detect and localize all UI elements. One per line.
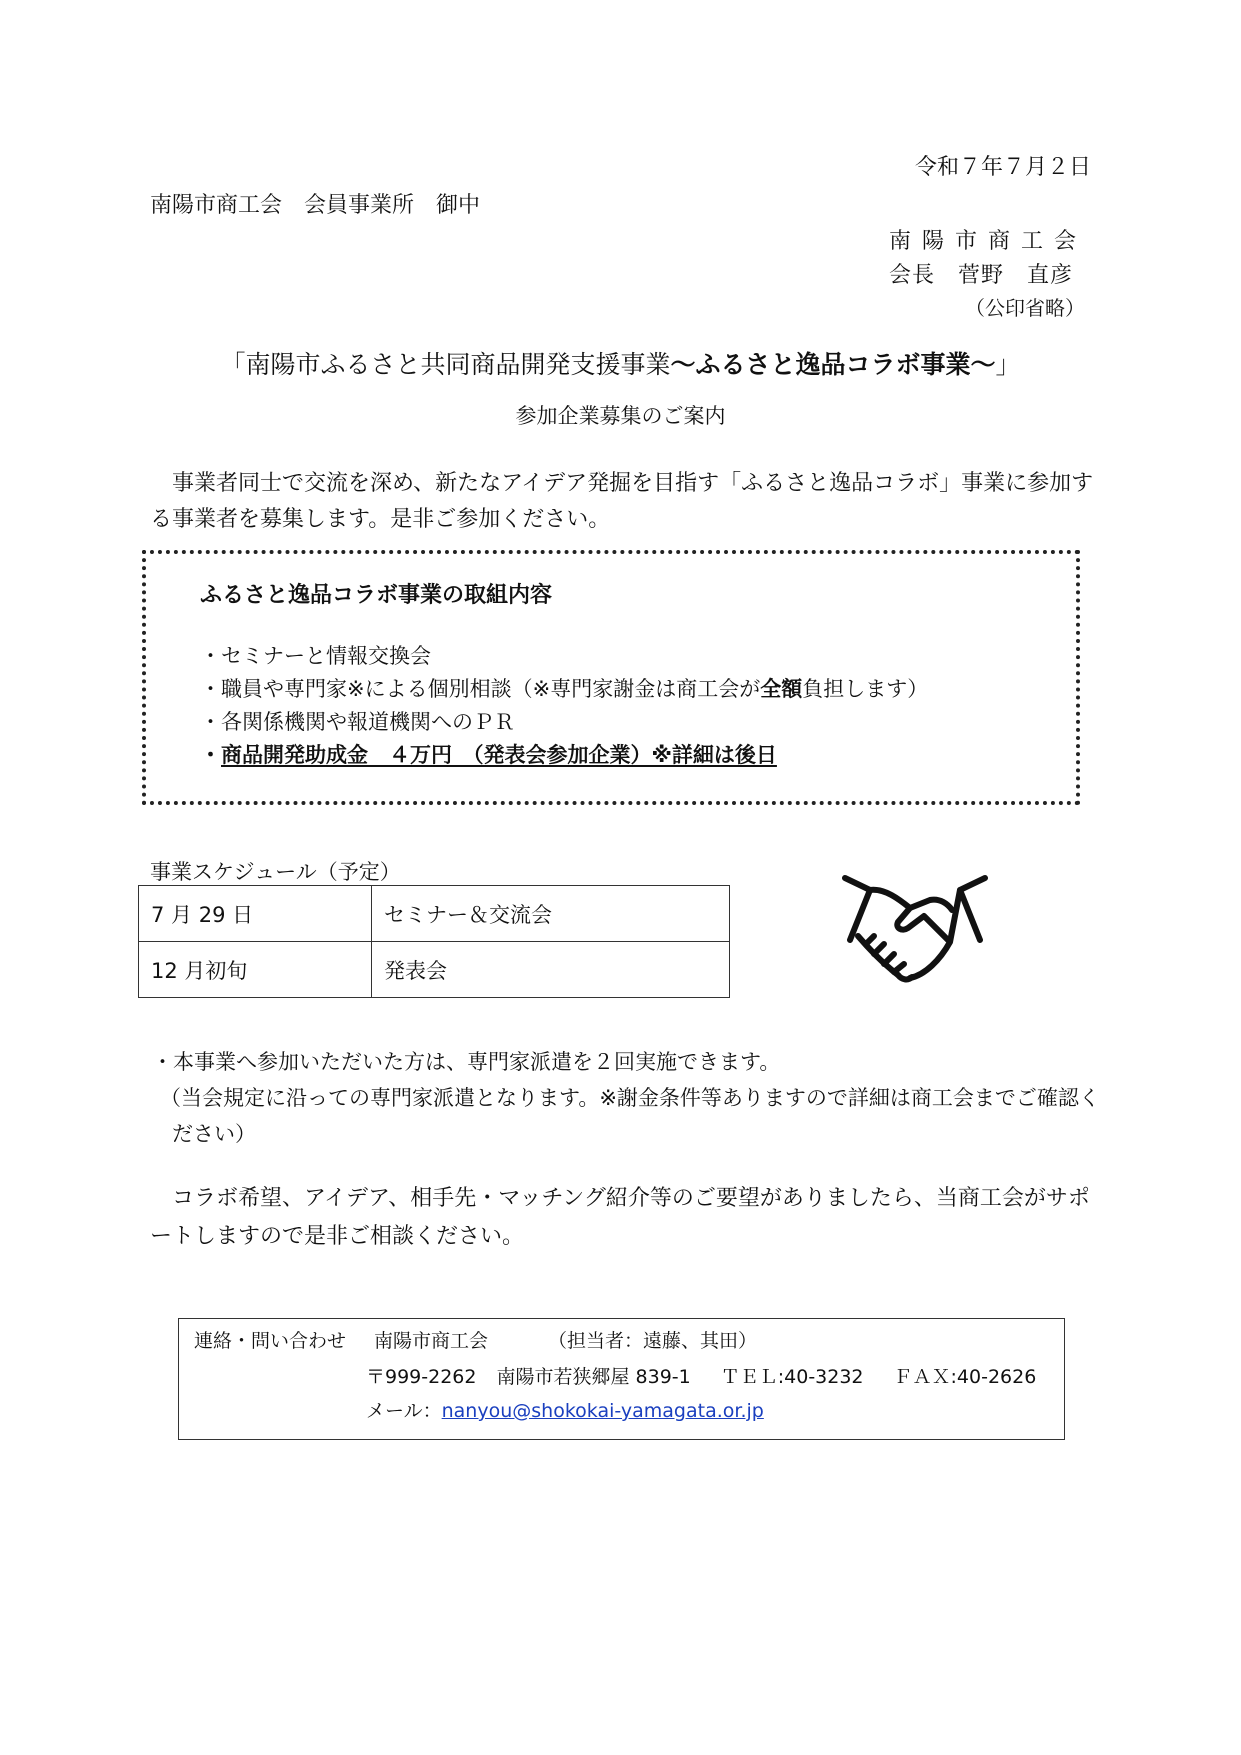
contact-tel: ＴＥＬ:40-3232 [720,1366,864,1388]
program-item2-text: ・職員や専門家※による個別相談（※専門家謝金は商工会が [200,677,761,701]
program-item4-grant: 商品開発助成金 ４万円 （発表会参加企業）※詳細は後日 [221,743,777,767]
seal-note: （公印省略） [965,296,1085,320]
contact-person: （担当者：遠藤、其田） [548,1330,758,1352]
schedule-table [138,885,730,998]
note-dispatch-detail: （当会規定に沿っての専門家派遣となります。※謝金条件等ありますので詳細は商工会までご確認ください） [160,1086,1100,1146]
program-item: ・セミナーと情報交換会 [200,644,431,668]
document-subtitle: 参加企業募集のご案内 [515,404,726,428]
contact-mail-label: メール： [366,1400,442,1422]
schedule-date: 7 月 29 日 [139,886,372,942]
program-item [200,673,928,706]
schedule-event: 発表会 [372,942,730,998]
schedule-label: 事業スケジュール（予定） [150,860,401,884]
contact-org: 南陽市商工会 [374,1330,489,1352]
contact-line3 [366,1396,764,1423]
handshake-icon [840,870,990,1000]
contact-email-link[interactable]: nanyou@shokokai-yamagata.or.jp [441,1400,764,1422]
program-item [200,739,928,772]
contact-line2 [366,1362,1036,1389]
sender-organization: 南陽市商工会 [888,229,1087,254]
intro-paragraph: 事業者同士で交流を深め、新たなアイデア発掘を目指す「ふるさと逸品コラボ」事業に参加する事業者を募集します。是非ご参加ください。 [150,471,1094,532]
title-part3: 」 [995,350,1021,379]
title-part2: ～ふるさと逸品コラボ事業～ [670,350,996,379]
program-list [200,640,928,772]
program-item2-emphasis: 全額 [760,677,803,701]
program-item: ・各関係機関や報道機関へのＰＲ [200,710,515,734]
contact-postal: 〒999-2262 [366,1366,477,1388]
sender-president: 会長 菅野 直彦 [888,263,1073,288]
schedule-event: セミナー＆交流会 [372,886,730,942]
document-date: 令和７年７月２日 [914,155,1091,180]
contact-label: 連絡・問い合わせ [194,1330,347,1352]
closing-paragraph: コラボ希望、アイデア、相手先・マッチング紹介等のご要望がありましたら、当商工会がサポートしますので是非ご相談ください。 [150,1186,1090,1249]
table-row [139,942,730,998]
contact-address: 南陽市若狭郷屋 839-1 [496,1366,691,1388]
contact-line1 [194,1326,757,1353]
program-heading: ふるさと逸品コラボ事業の取組内容 [200,583,553,608]
program-item4-bullet: ・ [200,743,221,767]
note-dispatch: ・本事業へ参加いただいた方は、専門家派遣を２回実施できます。 [152,1050,781,1074]
addressee: 南陽市商工会 会員事業所 御中 [150,193,481,218]
schedule-date: 12 月初旬 [139,942,372,998]
title-part1: 「南陽市ふるさと共同商品開発支援事業 [220,350,671,379]
document-title [0,345,1241,381]
program-item2-tail: 負担します） [802,677,929,701]
table-row [139,886,730,942]
contact-fax: ＦＡＸ:40-2626 [893,1366,1037,1388]
